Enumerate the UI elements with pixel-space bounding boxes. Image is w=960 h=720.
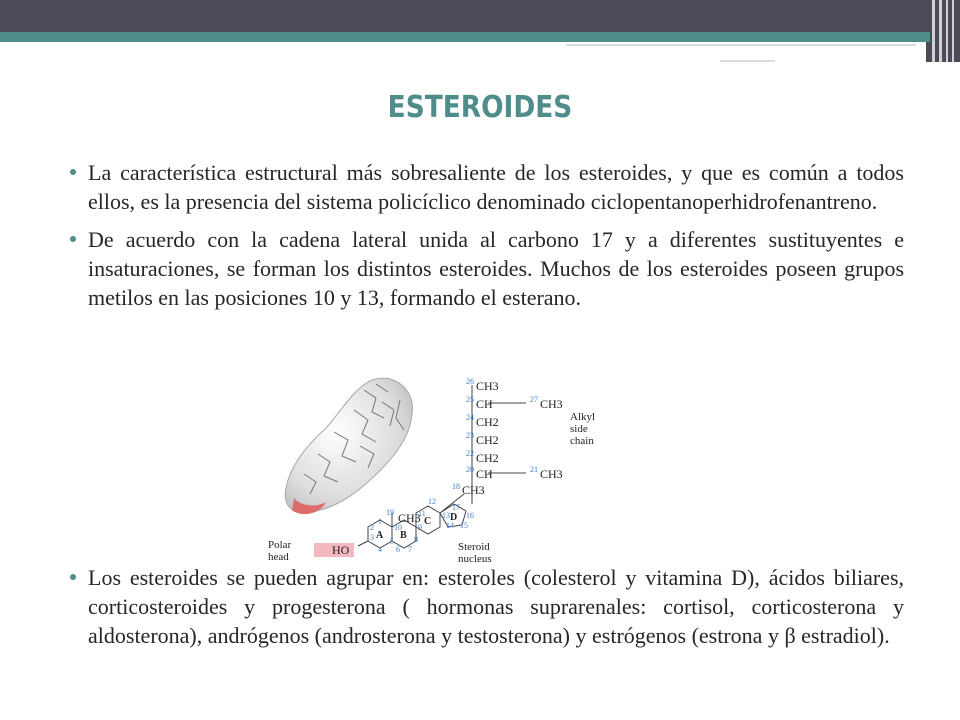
carbon-number: 21 <box>530 465 538 474</box>
slide-title: ESTEROIDES <box>387 90 573 125</box>
polar-label: head <box>268 551 289 562</box>
bullet-list <box>88 158 904 312</box>
carbon-number: 17 <box>452 503 460 512</box>
chain-ch-20: CH <box>476 467 493 481</box>
chain-ch2-22: CH2 <box>476 451 499 465</box>
steroid-figure <box>264 370 624 562</box>
carbon-number: 20 <box>466 465 474 474</box>
carbon-number: 7 <box>408 545 412 554</box>
carbon-number: 11 <box>418 509 426 518</box>
chain-ch3-27: CH3 <box>540 397 563 411</box>
alkyl-label: side <box>570 423 588 435</box>
chain-ch-25: CH <box>476 397 493 411</box>
accent-band <box>0 32 930 42</box>
chain-ch2-23: CH2 <box>476 433 499 447</box>
alkyl-label: chain <box>570 435 594 447</box>
chain-ch3-18: CH3 <box>462 483 485 497</box>
carbon-number: 18 <box>452 482 460 491</box>
carbon-number: 24 <box>466 413 474 422</box>
alkyl-label: Alkyl <box>570 411 596 423</box>
polar-label: Polar <box>268 539 292 551</box>
carbon-number: 14 <box>446 521 454 530</box>
carbon-number: 19 <box>386 508 394 517</box>
carbon-number: 22 <box>466 449 474 458</box>
carbon-number: 26 <box>466 377 474 386</box>
carbon-number: 15 <box>460 521 468 530</box>
carbon-number: 13 <box>442 511 450 520</box>
bullet-item: De acuerdo con la cadena lateral unida al carbono 17 y a diferentes sustituyentes e insaturaciones, se forman los distintos esteroides. Muchos de los esteroides poseen grupos metilos en las posiciones 10 y 13, formando el esterano. <box>88 227 904 310</box>
carbon-number: 25 <box>466 395 474 404</box>
carbon-number: 5 <box>390 537 394 546</box>
bullet-item: La característica estructural más sobresaliente de los esteroides, y que es común a todos ellos, es la presencia del sistema policíclico denominado ciclopentanoperhidrofenantreno. <box>88 160 904 214</box>
carbon-number: 9 <box>418 523 422 532</box>
bullet-list-2 <box>88 563 904 650</box>
carbon-number: 2 <box>370 523 374 532</box>
steroid-label: Steroid <box>458 541 490 553</box>
carbon-number: 6 <box>396 545 400 554</box>
accent-line <box>566 44 916 46</box>
accent-line-short <box>720 60 775 62</box>
corner-decoration <box>926 0 960 62</box>
carbon-number: 1 <box>378 517 382 526</box>
chain-ch3-19: CH3 <box>398 511 421 525</box>
carbon-number: 27 <box>530 395 538 404</box>
carbon-number: 23 <box>466 431 474 440</box>
chain-ch2-24: CH2 <box>476 415 499 429</box>
carbon-number: 12 <box>428 497 436 506</box>
ring-label-d: D <box>450 512 458 523</box>
bullet-item: Los esteroides se pueden agrupar en: esteroles (colesterol y vitamina D), ácidos biliares, corticosteroides y progesterona ( hormonas suprarenales: cortisol, corticosterona y aldosterona), andrógenos (androsterona y testosterona) y estrógenos (estrona y β estradiol). <box>88 565 904 648</box>
ring-label-a: A <box>376 530 384 541</box>
carbon-number: 8 <box>414 535 418 544</box>
ring-label-c: C <box>424 516 432 527</box>
chain-ch3-21: CH3 <box>540 467 563 481</box>
space-filling-model-image <box>285 378 412 514</box>
steroid-label: nucleus <box>458 553 492 562</box>
steroid-structure-diagram <box>264 370 624 562</box>
carbon-number: 4 <box>378 545 382 554</box>
top-bar <box>0 0 960 32</box>
chain-ch3-26: CH3 <box>476 379 499 393</box>
carbon-number: 3 <box>370 533 374 542</box>
carbon-number: 10 <box>394 523 402 532</box>
ring-label-b: B <box>400 530 407 541</box>
carbon-number: 16 <box>466 511 474 520</box>
ho-label: HO <box>332 543 350 557</box>
